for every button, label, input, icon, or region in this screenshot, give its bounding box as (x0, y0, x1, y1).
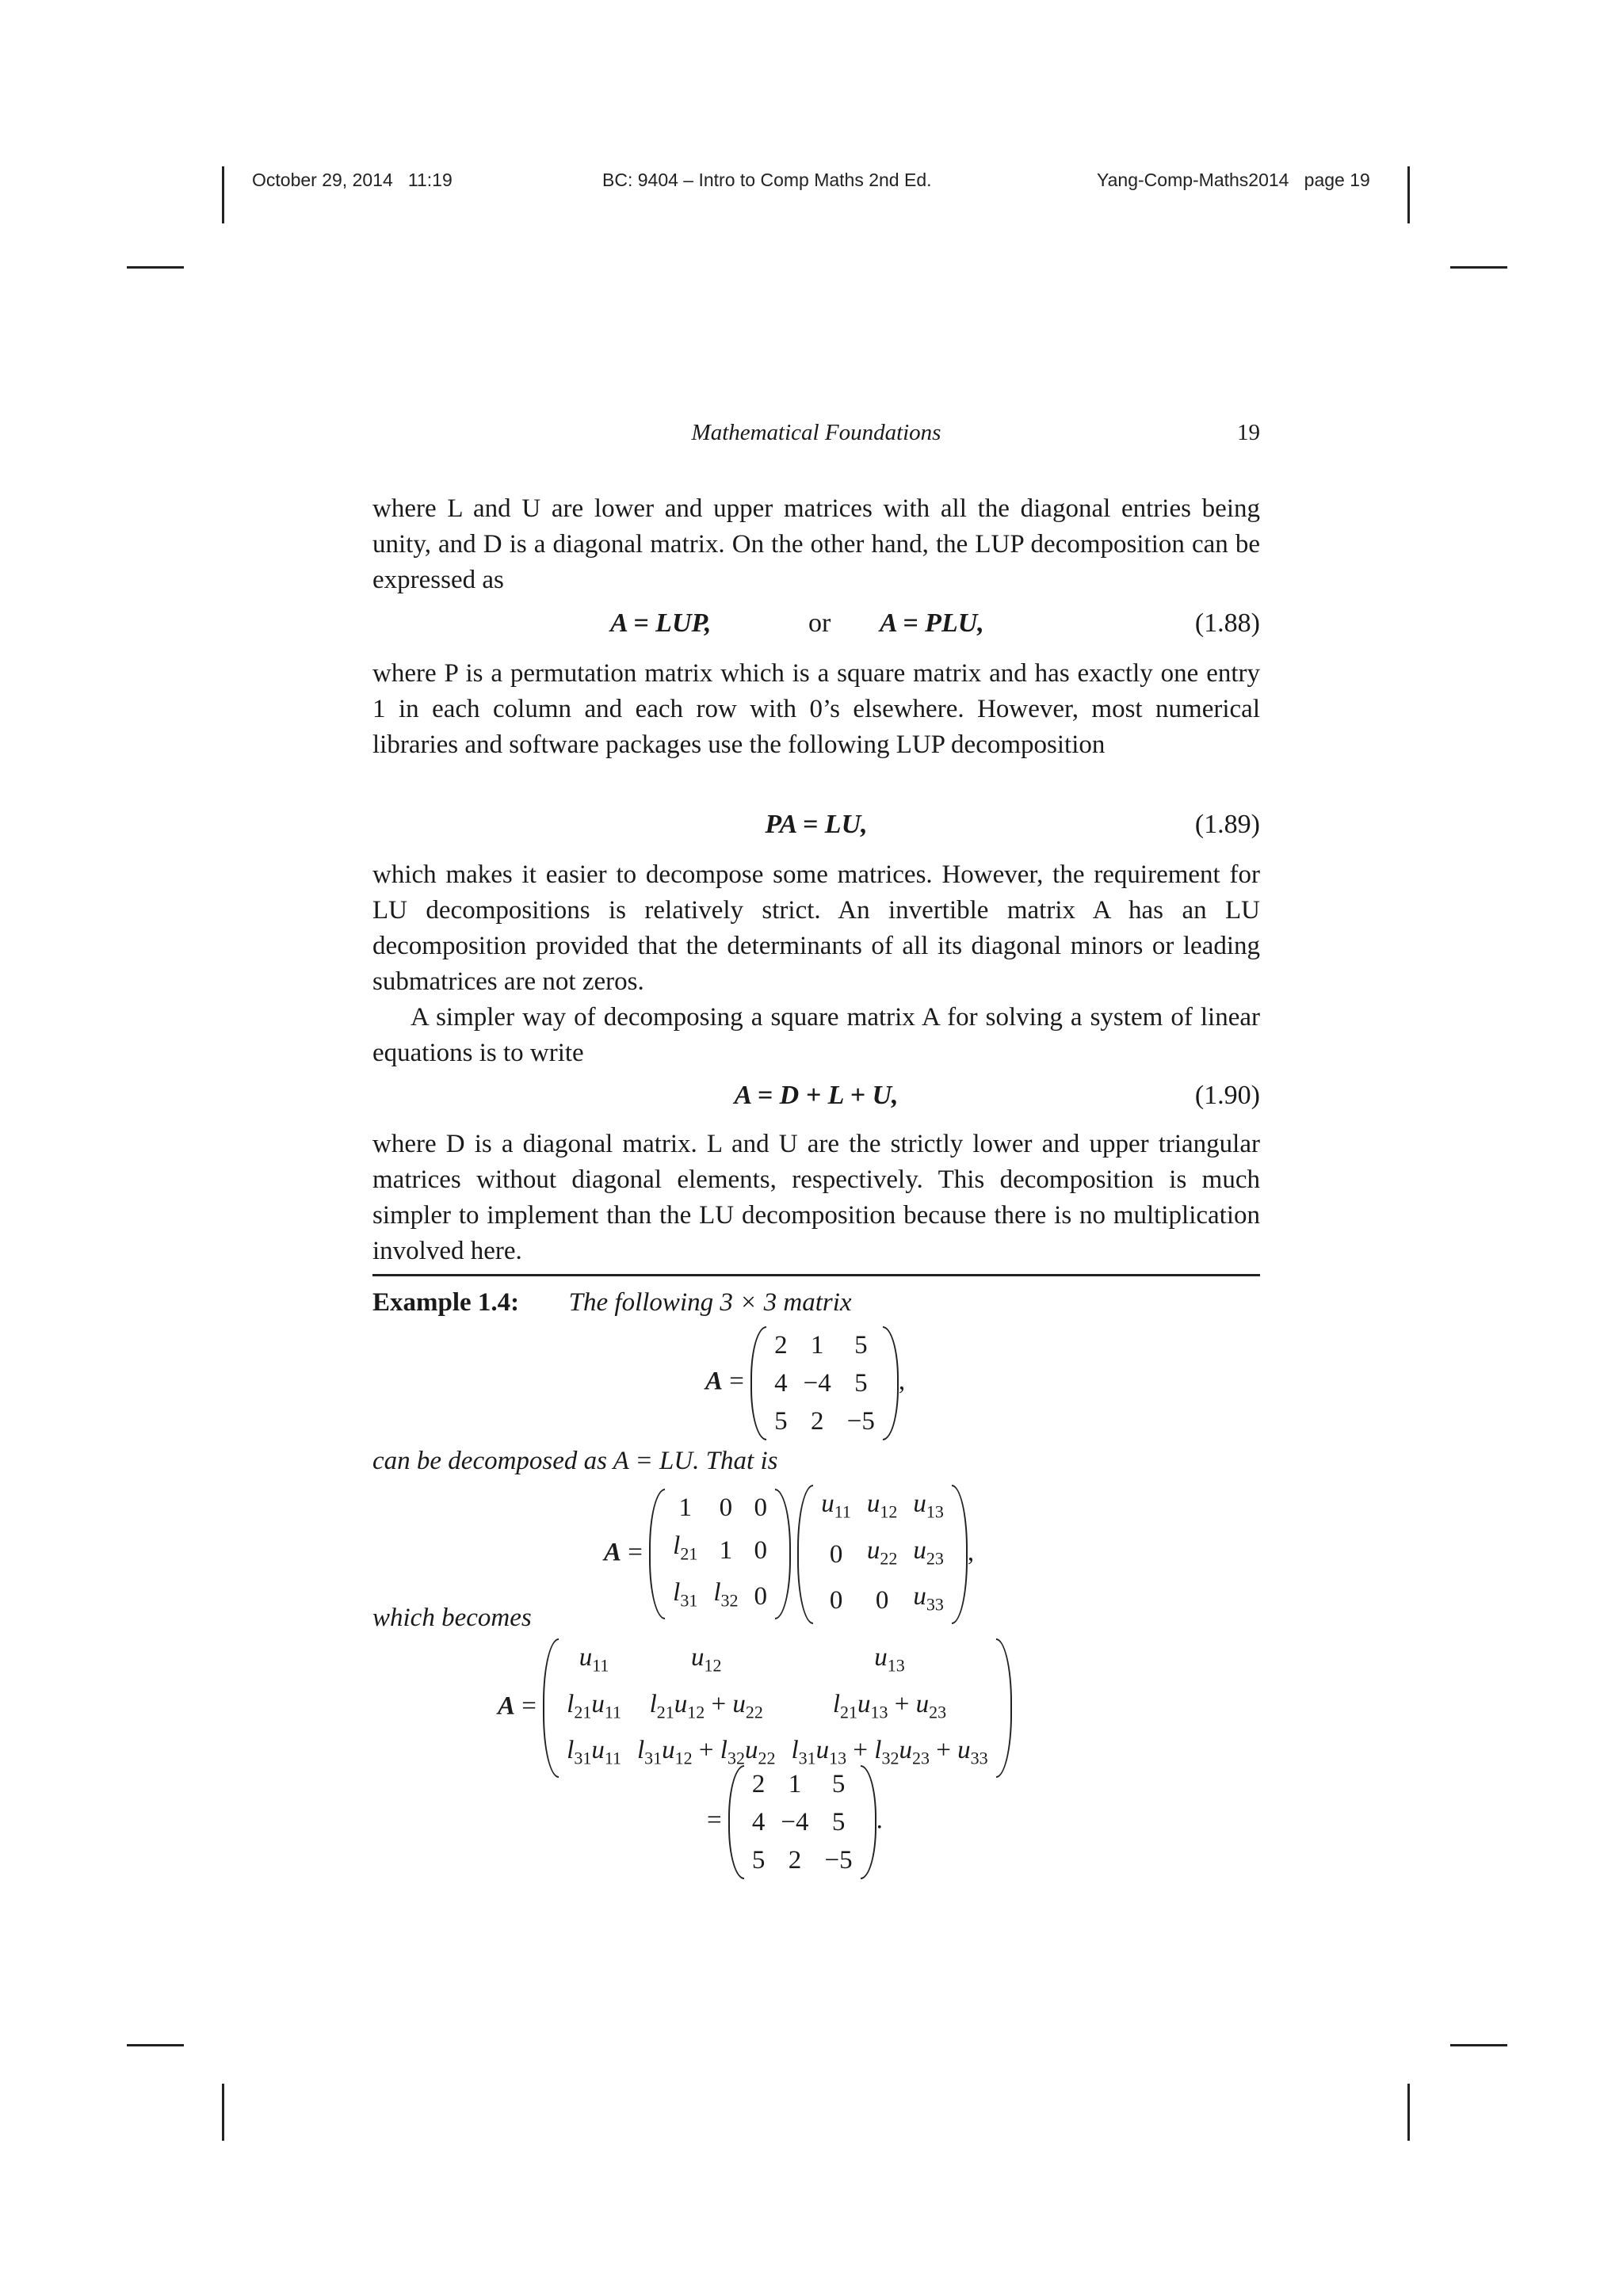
paragraph-text: where P is a permutation matrix which is a square matrix and has exactly one entry 1 in each column and each row with 0’s elsewhere. However, most numerical libraries and software packages use the following LUP decomposition (372, 659, 1260, 759)
matrix-a-cell: 4 (774, 1369, 788, 1398)
page-number: 19 (1237, 420, 1260, 445)
matrix-u-cell: $u_{13}$ (913, 1489, 944, 1522)
matrix-l-cell: 0 (754, 1582, 767, 1611)
crop-mark (222, 2084, 224, 2141)
matrix-u-cell: 0 (829, 1586, 843, 1615)
matrix-a-cell: 2 (774, 1331, 788, 1360)
matrix-l-row (665, 1489, 775, 1527)
matrix-final-row (744, 1841, 861, 1879)
matrix-lu-cell: $l_{21}u_{12} + u_{22}$ (649, 1689, 763, 1722)
crop-mark (127, 266, 184, 269)
matrix-lu-cell: $l_{21}u_{13} + u_{23}$ (832, 1689, 947, 1722)
matrix-final-cell: 1 (788, 1770, 802, 1798)
matrix-l-cell: 1 (719, 1535, 733, 1565)
matrix-final-cell: 4 (751, 1808, 766, 1836)
matrix-a-cell: 5 (774, 1407, 788, 1436)
matrix-a-cell: 5 (854, 1331, 868, 1360)
paragraph (372, 491, 1260, 598)
example-heading (372, 1288, 852, 1318)
matrix-final-row (744, 1803, 861, 1841)
paragraph (372, 656, 1260, 763)
matrix-l-cell: 0 (719, 1493, 733, 1523)
matrix-final-cell: −5 (824, 1846, 853, 1875)
matrix-a-row (766, 1364, 883, 1402)
example-rule (372, 1274, 1260, 1276)
matrix-lu-row (559, 1685, 995, 1732)
matrix-a-cell: −5 (846, 1407, 875, 1436)
equation-1-89 (372, 810, 1260, 846)
matrix-final-cell: 2 (788, 1846, 802, 1875)
matrix-l-row (665, 1573, 775, 1620)
matrix-lu-row (559, 1638, 995, 1685)
crop-mark (127, 2044, 184, 2046)
equation-number: (1.88) (1194, 608, 1260, 638)
matrix-l-row (665, 1527, 775, 1573)
running-head (372, 420, 1260, 452)
matrix-final-cell: 2 (751, 1770, 766, 1798)
example-intro: The following 3 × 3 matrix (568, 1288, 852, 1317)
paragraph-text: A simpler way of decomposing a square matrix A for solving a system of linear equations is to write (372, 1003, 1260, 1067)
paragraph-text: where D is a diagonal matrix. L and U are the strictly lower and upper triangular matrices without diagonal elements, respectively. This decomposition is much simpler to implement than the LU decomposition because there is no multiplication involved here. (372, 1130, 1260, 1265)
matrix-l-cell: $l_{21}$ (673, 1531, 698, 1564)
matrix-u-cell: $u_{23}$ (913, 1535, 944, 1569)
matrix-lu-cell: $l_{31}u_{12} + l_{32}u_{22}$ (637, 1736, 776, 1768)
crop-mark (1450, 266, 1507, 269)
lu-product-equation: A = 1 0 0 $l_{21}$ 1 0 $l_{31}$ $l_{32}$ 0 $u_{11}$ $u_{12}$ $u_{13}$ 0 $u_{22}$ $u_{23}$ 0 0 $u_{33}$ , (604, 1485, 974, 1624)
matrix-final-cell: 5 (831, 1770, 846, 1798)
matrix-lu-cell: $l_{31}u_{13} + l_{32}u_{23} + u_{33}$ (791, 1736, 988, 1768)
matrix-l-cell: 1 (678, 1493, 692, 1523)
equation-number: (1.89) (1194, 810, 1260, 839)
matrix-u-row (813, 1485, 952, 1531)
matrix-final-cell: 5 (751, 1846, 766, 1875)
paragraph (372, 857, 1260, 1000)
final-equation: = 2 1 5 4 −4 5 5 2 −5 . (707, 1765, 883, 1879)
matrix-u-row (813, 1531, 952, 1578)
slug-file: Yang-Comp-Maths2014 page 19 (1097, 170, 1370, 190)
equation-expr: PA = LU, (765, 810, 868, 839)
crop-mark (222, 166, 224, 223)
matrix-u-cell: $u_{33}$ (913, 1582, 944, 1615)
matrix-l-cell: $l_{31}$ (673, 1577, 698, 1611)
matrix-lu-cell: $u_{11}$ (579, 1643, 609, 1676)
crop-mark (1407, 2084, 1410, 2141)
matrix-a-cell: 5 (854, 1369, 868, 1398)
equation-number: (1.90) (1194, 1081, 1260, 1110)
matrix-l-cell: 0 (754, 1493, 767, 1523)
equation-expr: A = D + L + U, (734, 1081, 899, 1110)
paragraph-text: where L and U are lower and upper matrices with all the diagonal entries being unity, and D is a diagonal matrix. On the other hand, the LUP decomposition can be expressed as (372, 494, 1260, 594)
matrix-a-row (766, 1326, 883, 1364)
equation-or: or (808, 608, 831, 638)
matrix-lu-cell: $l_{31}u_{11}$ (567, 1736, 621, 1768)
matrix-l-cell: 0 (754, 1535, 767, 1565)
matrix-u-cell: 0 (829, 1539, 843, 1569)
matrix-a-cell: 2 (810, 1407, 824, 1436)
crop-mark (1407, 166, 1410, 223)
matrix-lu-cell: $u_{12}$ (690, 1643, 722, 1676)
lu-expanded-equation: A = $u_{11}$ $u_{12}$ $u_{13}$ $l_{21}u_{11}$ $l_{21}u_{12} + u_{22}$ $l_{21}u_{13} + u_{23}$ $l_{31}u_{11}$ $l_{31}u_{12} + l_{32}u_{22}$ $l_{31}u_{13} + l_{32}u_{23} + u_{33}$ (498, 1638, 1012, 1778)
slug-date: October 29, 2014 11:19 (252, 170, 453, 190)
paragraph (372, 1000, 1260, 1071)
matrix-final-row (744, 1765, 861, 1803)
matrix-u-cell: $u_{12}$ (866, 1489, 898, 1522)
matrix-a-row (766, 1402, 883, 1440)
matrix-l (649, 1489, 791, 1619)
matrix-a-cell: −4 (803, 1369, 831, 1398)
equation-left: A = LUP, (610, 608, 712, 638)
equation-1-88 (372, 608, 1260, 645)
matrix-a-cell: 1 (810, 1331, 824, 1360)
matrix-final-cell: 5 (831, 1808, 846, 1836)
paragraph (372, 1127, 1260, 1269)
matrix-final (728, 1765, 876, 1879)
matrix-a-equation: A = 2 1 5 4 −4 5 5 2 −5 , (705, 1326, 905, 1440)
matrix-lu-expanded (543, 1638, 1011, 1778)
matrix-a (750, 1326, 899, 1440)
equation-1-90 (372, 1081, 1260, 1117)
matrix-l-cell: $l_{32}$ (713, 1577, 739, 1611)
crop-mark (1450, 2044, 1507, 2046)
matrix-lu-cell: $l_{21}u_{11}$ (567, 1689, 621, 1722)
becomes-text: which becomes (372, 1604, 532, 1632)
running-title: Mathematical Foundations (691, 420, 941, 445)
matrix-u-row (813, 1577, 952, 1624)
slug-book: BC: 9404 – Intro to Comp Maths 2nd Ed. (602, 170, 932, 190)
matrix-u (797, 1485, 968, 1624)
matrix-u-cell: 0 (875, 1586, 889, 1615)
equation-right: A = PLU, (880, 608, 984, 638)
example-label: Example 1.4: (372, 1288, 520, 1317)
matrix-u-cell: $u_{22}$ (866, 1535, 898, 1569)
matrix-u-cell: $u_{11}$ (821, 1489, 851, 1522)
matrix-final-cell: −4 (781, 1808, 809, 1836)
decomp-text: can be decomposed as A = LU. That is (372, 1447, 778, 1475)
matrix-lu-cell: $u_{13}$ (874, 1643, 905, 1676)
paragraph-text: which makes it easier to decompose some matrices. However, the requirement for LU decompositions is relatively strict. An invertible matrix A has an LU decomposition provided that the determinants of all its diagonal minors or leading submatrices are not zeros. (372, 860, 1260, 996)
